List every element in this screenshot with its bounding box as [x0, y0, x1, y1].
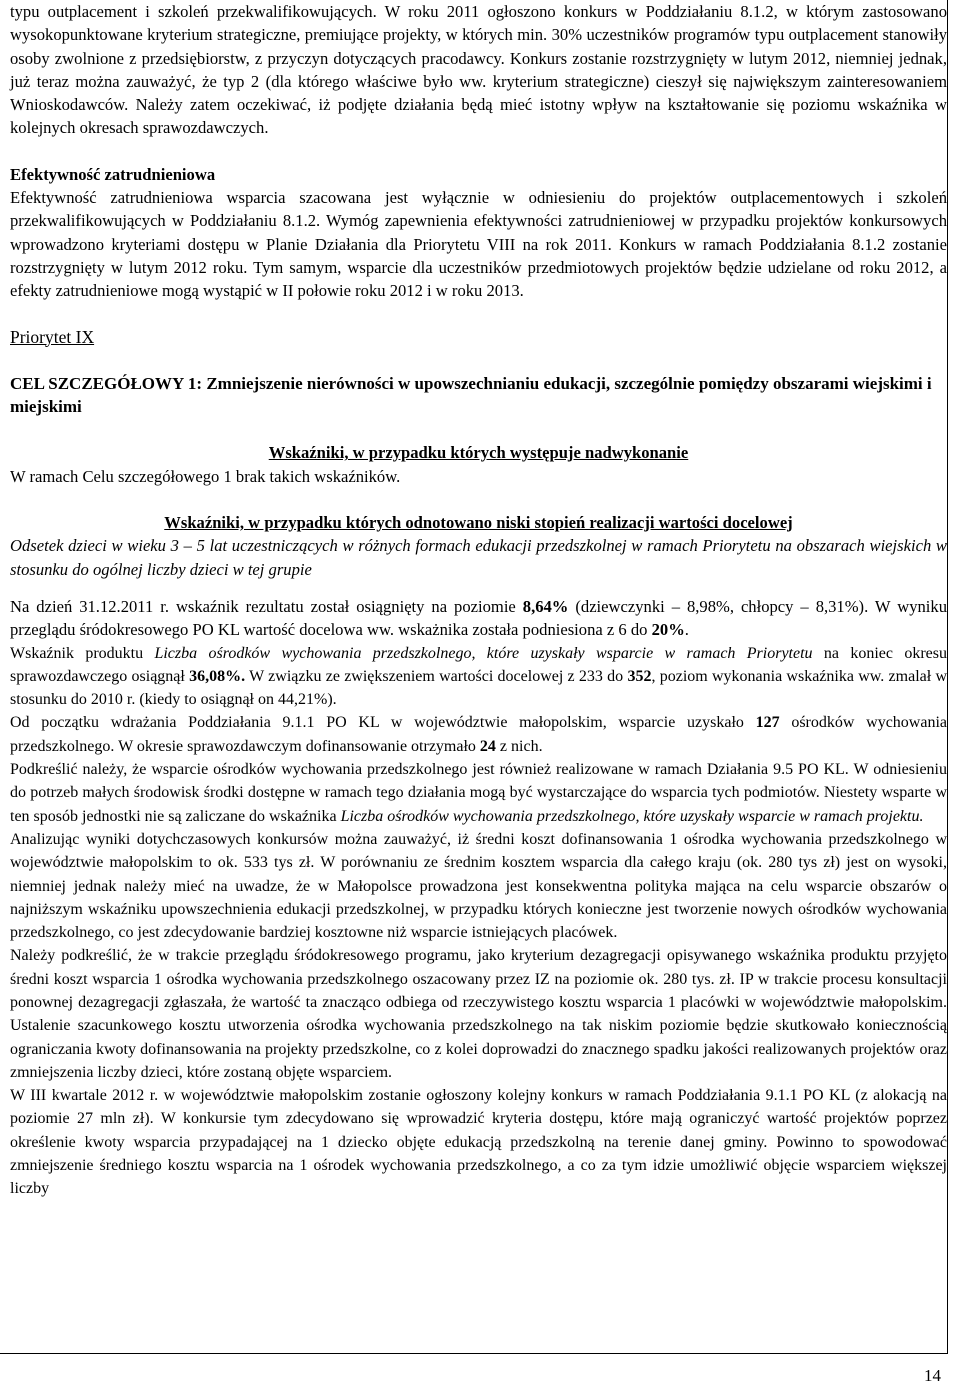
compact-section — [10, 642, 947, 1201]
low-realization-heading: Wskaźniki, w przypadku których odnotowano niski stopień realizacji wartości docelowej — [164, 513, 793, 533]
measure-95-paragraph: Podkreślić należy, że wsparcie ośrodków wychowania przedszkolnego jest również realizowane w ramach Działania 9.5 PO KL. W odniesieniu do potrzeb małych środowisk środki dostępne w ramach tego działania mogą być wystarczające do wsparcia tych podmiotów. Niestety wsparte w ten sposób jednostki nie są zaliczane do wskaźnika Liczba ośrodków wychowania przedszkolnego, które uzyskały wsparcie w ramach projektu. — [10, 761, 947, 825]
document-body — [10, 0, 947, 1201]
employment-effectiveness-heading: Efektywność zatrudnieniowa — [10, 164, 216, 184]
result-value: 8,64% — [522, 596, 569, 616]
next-competition-paragraph: W III kwartale 2012 r. w województwie małopolskim zostanie ogłoszony kolejny konkurs w ramach Poddziałania 9.1.1 PO KL (z alokacją na poziomie 27 mln zł). W konkursie tym zdecydowano się wprowadzić kryteria dostępu, które mają ograniczyć wartość projektów poprzez określenie kwoty wsparcia przypadającej na 1 dziecko objęte edukacją przedszkolną na terenie danej gminy. Powinno to spowodować zmniejszenie średniego kosztu wsparcia na 1 ośrodek wychowania przedszkolnego, a co za tym idzie umożliwić objęcie wsparciem większej liczby — [10, 1087, 947, 1198]
goal-title: CEL SZCZEGÓŁOWY 1: Zmniejszenie nierówności w upowszechnianiu edukacji, szczególnie pomiędzy obszarami wiejskimi i miejskimi — [10, 373, 932, 417]
overperformance-heading: Wskaźniki, w przypadku których występuje nadwykonanie — [268, 443, 689, 463]
support-count-paragraph: Od początku wdrażania Poddziałania 9.1.1 PO KL w województwie małopolskim, wsparcie uzyskało 127 ośrodków wychowania przedszkolnego. W okresie sprawozdawczym dofinansowanie otrzymało 24 z nich. — [10, 714, 948, 755]
indicator-name: Odsetek dzieci w wieku 3 – 5 lat uczestniczących w różnych formach edukacji przedszkolnej w ramach Priorytetu na obszarach wiejskich w stosunku do ogólnej liczby dzieci w tej grupie — [10, 536, 947, 579]
product-indicator-paragraph: Wskaźnik produktu Liczba ośrodków wychowania przedszkolnego, które uzyskały wsparcie w ramach Priorytetu na koniec okresu sprawozdawczego osiągnął 36,08%. W związku ze zwiększeniem wartości docelowej z 233 do 352, poziom wykonania wskaźnika ww. zmalał w stosunku do 2010 r. (kiedy to osiągnął on 44,21%). — [10, 644, 948, 709]
page-number: 14 — [924, 1366, 941, 1385]
employment-effectiveness-paragraph: Efektywność zatrudnieniowa wsparcia szacowana jest wyłącznie w odniesieniu do projektów outplacementowych i szkoleń przekwalifikowujących w Poddziałaniu 8.1.2. Wymóg zapewnienia efektywności zatrudnieniowej w przypadku projektów konkursowych wprowadzono kryteriami dostępu w Planie Działania dla Priorytetu VIII na rok 2011. Konkurs w ramach Poddziałania 8.1.2 zostanie rozstrzygnięty w lutym 2012 roku. Tym samym, wsparcie dla uczestników przedmiotowych projektów będzie udzielane od roku 2012, a efekty zatrudnieniowe mogą wystąpić w II połowie roku 2012 i w roku 2013. — [10, 188, 947, 301]
priority-heading: Priorytet IX — [10, 326, 95, 347]
product-value: 36,08%. — [189, 667, 246, 685]
indicator-result-paragraph: Na dzień 31.12.2011 r. wskaźnik rezultatu został osiągnięty na poziomie 8,64% (dziewczynki – 8,98%, chłopcy – 8,31%). W wyniku przeglądu śródokresowego PO KL wartość docelowa ww. wskażnika została podniesiona z 6 do 20%. — [10, 596, 947, 640]
midterm-review-paragraph: Należy podkreślić, że w trakcie przeglądu śródokresowego programu, jako kryterium dezagregacji opisywanego wskaźnika produktu przyjęto średni koszt wsparcia 1 ośrodka wychowania przedszkolnego oszacowany przez IZ na poziomie ok. 280 tys. zł. IP w trakcie procesu konsultacji ponownej dezagregacji zgłaszała, że wartość ta znacząco odbiega od rzeczywistego kosztu wsparcia 1 placówki w województwie małopolskim. Ustalenie szacunkowego kosztu utworzenia ośrodka wychowania przedszkolnego na tak niskim poziomie będzie skutkowało koniecznością ograniczania kwoty dofinansowania na projekty przedszkolne, co z kolei doprowadzi do znacznego spadku jakości realizowanych projektów oraz zmniejszenia liczby dzieci, które zostaną objęte wsparciem. — [10, 947, 947, 1081]
overperformance-text: W ramach Celu szczegółowego 1 brak takich wskaźników. — [10, 466, 401, 486]
target-value: 20% — [651, 620, 685, 640]
cost-analysis-paragraph: Analizując wyniki dotychczasowych konkursów można zauważyć, iż średni koszt dofinansowania 1 ośrodka wychowania przedszkolnego w województwie małopolskim to ok. 533 tys zł. W porównaniu ze średnim kosztem wsparcia dla całego kraju (ok. 280 tys zł) jest on wysoki, niemniej jednak należy mieć na uwadze, że w Małopolsce prowadzona jest konsekwentna polityka mająca na celu wsparcie obszarów o najniższym wskaźniku upowszechnienia edukacji przedszkolnej, w przypadku których konieczne jest tworzenie nowych ośrodków wychowania przedszkolnego, co jest zdecydowanie bardziej kosztowne niż wsparcie istniejących placówek. — [10, 830, 947, 942]
intro-paragraph: typu outplacement i szkoleń przekwalifikowujących. W roku 2011 ogłoszono konkurs w Poddziałaniu 8.1.2, w którym zastosowano wysokopunktowane kryterium strategiczne, premiujące projekty, w których min. 30% uczestników programów typu outplacement stanowiły osoby zwolnione z przedsiębiorstw, z przyczyn dotyczących pracodawcy. Konkurs zostanie rozstrzygnięty w lutym 2012, niemniej jednak, już teraz można zauważyć, że typ 2 (dla którego właściwe było ww. kryterium strategiczne) cieszył się największym zainteresowaniem Wnioskodawców. Należy zatem oczekiwać, iż podjęte działania będą mieć istotny wpływ na kształtowanie się poziomu wskaźnika w kolejnych okresach sprawozdawczych. — [10, 2, 947, 138]
